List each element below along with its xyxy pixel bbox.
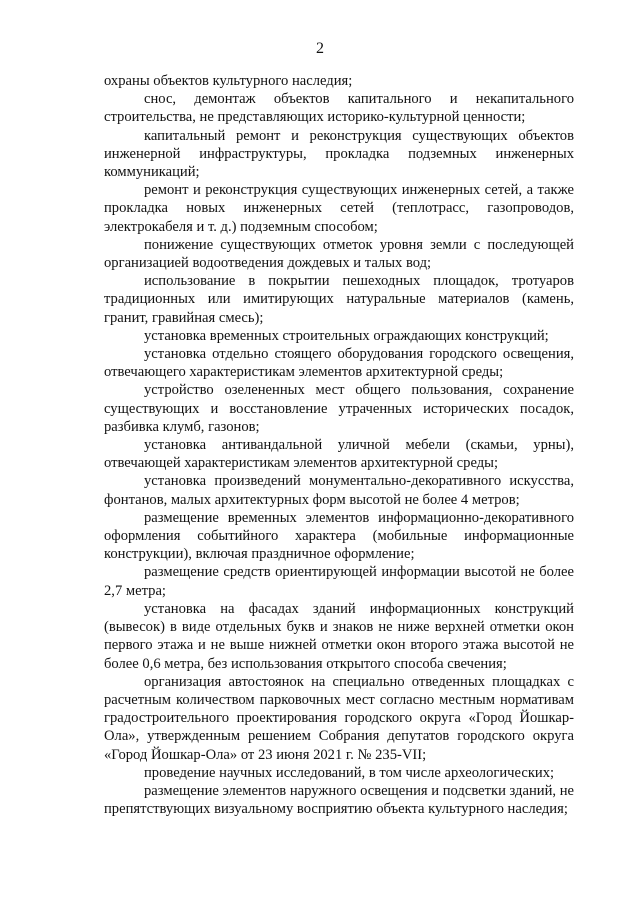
paragraph: организация автостоянок на специально отведенных площадках с расчетным количеством парковочных мест согласно местным нормативам градостроительного проектирования городского округа «Город Йошкар-Ола», утвержденным решением Собрания депутатов городского округа «Город Йошкар-Ола» от 23 июня 2021 г. № 235-VII; (104, 673, 574, 763)
paragraph: размещение временных элементов информационно-декоративного оформления событийного характера (мобильные информационные конструкции), включая праздничное оформление; (104, 509, 574, 563)
paragraph: проведение научных исследований, в том числе археологических; (144, 764, 555, 781)
paragraph: охраны объектов культурного наследия; (104, 73, 353, 89)
paragraph: установка временных строительных ограждающих конструкций; (144, 327, 549, 344)
paragraph: использование в покрытии пешеходных площадок, тротуаров традиционных или имитирующих натуральные материалов (камень, гранит, гравийная смесь); (104, 273, 574, 326)
paragraph: размещение средств ориентирующей информации высотой не более 2,7 метра; (104, 564, 574, 599)
paragraph: установка антивандальной уличной мебели (скамьи, урны), отвечающей характеристикам элементов архитектурной среды; (104, 437, 574, 472)
page-number: 2 (316, 40, 324, 57)
paragraph: понижение существующих отметок уровня земли с последующей организацией водоотведения дождевых и талых вод; (104, 236, 574, 272)
paragraph: установка произведений монументально-декоративного искусства, фонтанов, малых архитектурных форм высотой не более 4 метров; (104, 473, 574, 508)
paragraph: установка отдельно стоящего оборудования городского освещения, отвечающего характеристикам элементов архитектурной среды; (104, 346, 574, 381)
paragraph: капитальный ремонт и реконструкция существующих объектов инженерной инфраструктуры, прокладка подземных инженерных коммуникаций; (104, 127, 574, 181)
document-body (104, 72, 574, 818)
paragraph: снос, демонтаж объектов капитального и некапитального строительства, не представляющих историко-культурной ценности; (104, 91, 574, 126)
paragraph: установка на фасадах зданий информационных конструкций (вывесок) в виде отдельных букв и знаков не ниже верхней отметки окон первого этажа и не выше нижней отметки окон второго этажа высотой не более 0,6 метра, без использования открытого способа свечения; (104, 600, 574, 672)
paragraph: ремонт и реконструкция существующих инженерных сетей, а также прокладка новых инженерных сетей (теплотрасс, газопроводов, электрокабеля и т. д.) подземным способом; (104, 182, 574, 235)
paragraph: размещение элементов наружного освещения и подсветки зданий, не препятствующих визуальному восприятию объекта культурного наследия; (104, 782, 574, 818)
paragraph: устройство озелененных мест общего пользования, сохранение существующих и восстановление утраченных исторических посадок, разбивка клумб, газонов; (104, 382, 574, 435)
